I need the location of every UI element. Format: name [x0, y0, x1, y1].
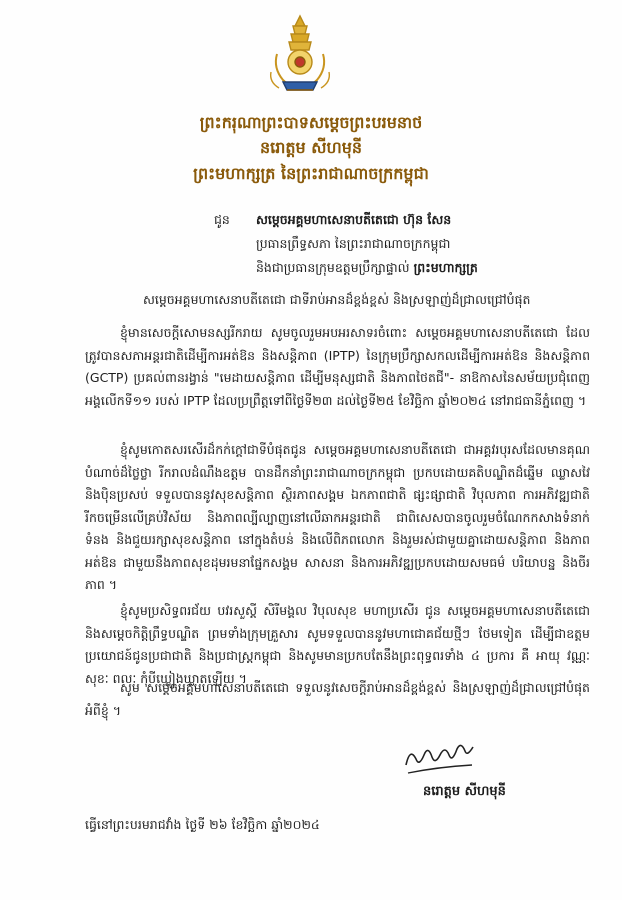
- royal-emblem-icon: [265, 12, 335, 100]
- header-king-title: ព្រះមហាក្សត្រ នៃព្រះរាជាណាចក្រកម្ពុជា: [193, 164, 429, 183]
- date-line: ធ្វើនៅព្រះបរមរាជវាំង ថ្ងៃទី ២៦ ខែវិច្ឆិកា ឆ្នាំ២០២៤: [85, 817, 320, 832]
- paragraph-2: ខ្ញុំសូមកោតសរសើរដ៏កក់ក្តៅជាទីបំផុតជូន សម្តេចអគ្គមហាសេនាបតីតេជោ ជាអគ្គវរបុរសដែលមានគុណបំណាច់ដ៏ថ្លៃថ្លា រីករាលដំណឹងឧត្តម បានដឹកនាំព្រះរាជាណាចក្រកម្ពុជា ប្រកបដោយគតិបណ្ឌិតដ៏ឆ្នើម ឈ្លាសវៃ និងប៉ិនប្រសប់ ទទួលបាននូវសុខសន្តិភាព ស្ថិរភាពសង្គម ឯកភាពជាតិ ផ្សះផ្សាជាតិ វិបុលភាព ការអភិវឌ្ឍជាតិរីកចម្រើនលើគ្រប់វិស័យ និងភាពល្បីល្បាញនៅលើឆាកអន្តរជាតិ ជាពិសេសបានចូលរួមចំណែកកសាងទំនាក់ទំនង និងជួយរក្សាសុខសន្តិភាព នៅក្នុងតំបន់ និងលើពិភពលោក និងរួមរស់ជាមួយគ្នាដោយសន្តិភាព និងភាពអត់ឱន ជាមួយនឹងភាពសុខដុមរមនាផ្នែកសង្គម សាសនា និងការអភិវឌ្ឍប្រកបដោយសមធម៌ បរិយាបន្ន និងចីរភាព ។: [85, 442, 590, 592]
- recipient-title-2-bold: ព្រះមហាក្សត្រ: [413, 260, 478, 275]
- recipient-title-2: និងជាប្រធានក្រុមឧត្តមប្រឹក្សាផ្ទាល់: [256, 260, 410, 275]
- paragraph-1: ខ្ញុំមានសេចក្តីសោមនស្សរីករាយ សូមចូលរួមអបអរសាទរចំពោះ សម្តេចអគ្គមហាសេនាបតីតេជោ ដែលត្រូវបានសភាអន្តរជាតិដើម្បីការអត់ឱន និងសន្តិភាព (IPTP) នៃក្រុមប្រឹក្សាសកលដើម្បីការអត់ឱន និងសន្តិភាព (GCTP) ប្រគល់ពានរង្វាន់ "មេដាយសន្តិភាព ដើម្បីមនុស្សជាតិ និងភាពថៃតជី"- នាឱកាសនៃសម័យប្រជុំពេញអង្គលើកទី១១ របស់ IPTP ដែលប្រព្រឹត្តទៅពីថ្ងៃទី២៣ ដល់ថ្ងៃទី២៥ ខែវិច្ឆិកា ឆ្នាំ២០២៤ នៅរាជធានីភ្នំពេញ ។: [85, 325, 590, 408]
- recipient-title-1: ប្រធានព្រឹទ្ធសភា នៃព្រះរាជាណាចក្រកម្ពុជា: [256, 236, 451, 251]
- header-king-name: នរោត្តម សីហមុនី: [259, 138, 363, 157]
- recipient-name: សម្តេចអគ្គមហាសេនាបតីតេជោ ហ៊ុន សែន: [256, 212, 452, 227]
- handwritten-signature: [400, 735, 480, 777]
- to-label: ជូន: [214, 212, 230, 227]
- signer-name: នរោត្តម សីហមុនី: [423, 784, 506, 799]
- paragraph-3: ខ្ញុំសូមប្រសិទ្ធពរជ័យ បវរសួស្តី សិរីមង្គល វិបុលសុខ មហាប្រសើរ ជូន សម្តេចអគ្គមហាសេនាបតីតេជោ និងសម្តេចកិត្តិព្រឹទ្ធបណ្ឌិត ព្រមទាំងក្រុមគ្រួសារ សូមទទួលបាននូវមហាជោគជ័យថ្មីៗ ថែមទៀត ដើម្បីជាឧត្តមប្រយោជន៍ជូនប្រជាជាតិ និងប្រជាស្រ្តកម្ពុជា និងសូមមានប្រកបតែនឹងព្រះពុទ្ធពរទាំង ៤ ប្រការ គឺ អាយុ វណ្ណៈ សុខៈ ពលៈ កុំបីឃ្លៀងឃ្លាតឡើយ ។: [85, 603, 590, 686]
- paragraph-4: សូម សម្តេចអគ្គមហាសេនាបតីតេជោ ទទួលនូវសេចក្តីរាប់អានដ៏ខ្ពង់ខ្ពស់ និងស្រឡាញ់ដ៏ជ្រាលជ្រៅបំផុត អំពីខ្ញុំ ។: [85, 680, 590, 718]
- salutation: សម្តេចអគ្គមហាសេនាបតីតេជោ ជាទីរាប់អានដ៏ខ្ពង់ខ្ពស់ និងស្រឡាញ់ដ៏ជ្រាលជ្រៅបំផុត: [143, 292, 531, 307]
- header-title-king: ព្រះករុណាព្រះបាទសម្តេចព្រះបរមនាថ: [199, 113, 423, 132]
- recipient-block: [214, 208, 604, 280]
